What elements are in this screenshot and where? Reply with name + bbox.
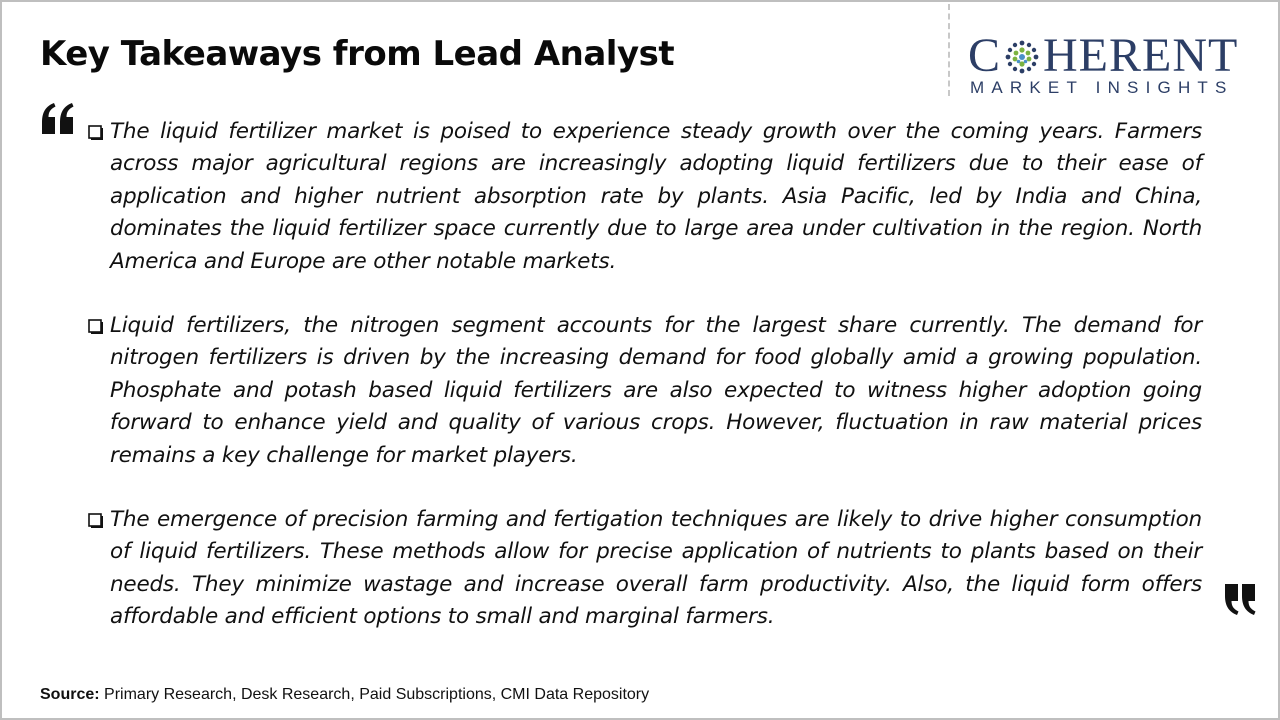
logo-wordmark: [968, 30, 1238, 82]
company-logo: [968, 30, 1260, 100]
takeaways-list: [86, 116, 1202, 666]
close-quote-icon: [1222, 582, 1258, 618]
checkbox-bullet-icon: [88, 125, 103, 140]
takeaway-text: The liquid fertilizer market is poised to experience steady growth over the coming years. Farmers across major agricultural regions are increasingly adopting liquid fertilizers due to their ease of application and higher nutrient absorption rate by plants. Asia Pacific, led by India and China, dominates the liquid fertilizer space currently due to large area under cultivation in the region. North America and Europe are other notable markets.: [110, 119, 1202, 274]
takeaway-text: Liquid fertilizers, the nitrogen segment accounts for the largest share currently. The demand for nitrogen fertilizers is driven by the increasing demand for food globally amid a growing population. Phosphate and potash based liquid fertilizers are also expected to witness higher adoption going forward to enhance yield and quality of various crops. However, fluctuation in raw material prices remains a key challenge for market players.: [110, 313, 1202, 468]
checkbox-bullet-icon: [88, 513, 103, 528]
open-quote-icon: [40, 100, 76, 136]
list-item: [86, 504, 1202, 634]
source-note: [40, 686, 649, 704]
list-item: [86, 310, 1202, 472]
page-title: Key Takeaways from Lead Analyst: [40, 34, 675, 74]
globe-icon: [1002, 37, 1042, 77]
logo-letter-c: C: [968, 29, 1002, 82]
checkbox-bullet-icon: [88, 319, 103, 334]
source-label: Source:: [40, 686, 100, 703]
logo-tagline: MARKET INSIGHTS: [970, 78, 1234, 97]
logo-letters-herent: HERENT: [1043, 29, 1239, 82]
header-divider: [948, 4, 950, 96]
list-item: [86, 116, 1202, 278]
source-text: Primary Research, Desk Research, Paid Subscriptions, CMI Data Repository: [104, 686, 650, 703]
takeaway-text: The emergence of precision farming and fertigation techniques are likely to drive higher consumption of liquid fertilizers. These methods allow for precise application of nutrients to plants based on their needs. They minimize wastage and increase overall farm productivity. Also, the liquid form offers affordable and efficient options to small and marginal farmers.: [110, 507, 1202, 630]
